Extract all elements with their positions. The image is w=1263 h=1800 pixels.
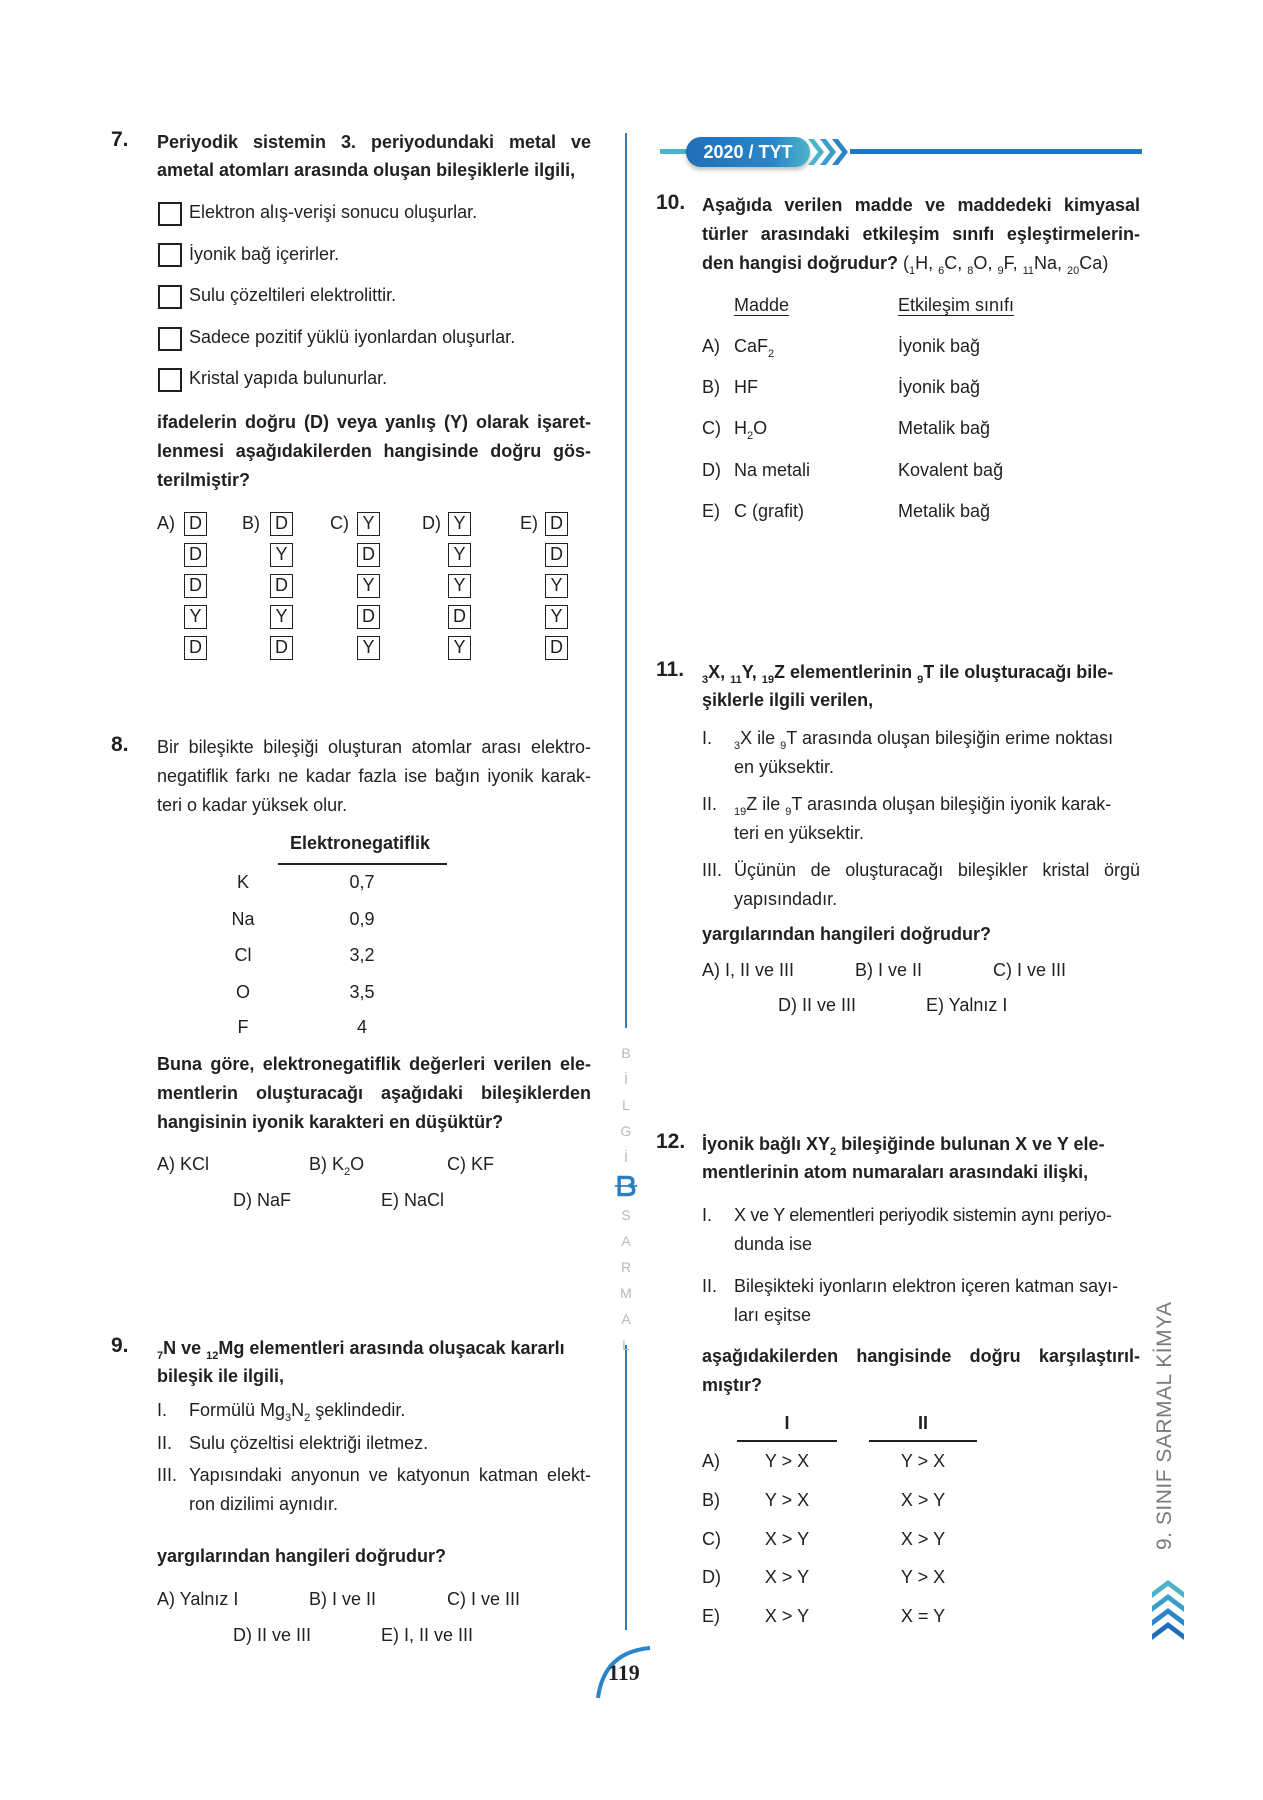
q11-option-c[interactable]: C) I ve III <box>993 960 1067 980</box>
q8-question-line3: hangisinin iyonik karakteri en düşüktür? <box>157 1112 504 1132</box>
q11-question: yargılarından hangileri doğrudur? <box>702 924 992 944</box>
q8-table-header: Elektronegatiflik <box>290 833 431 853</box>
q11-item-iii-line1: Üçünün de oluşturacağı bileşikler kristal örgü <box>734 860 1140 880</box>
q11-item-i-label: I. <box>702 728 713 748</box>
q9-item-i <box>189 1396 405 1424</box>
q10-row-class: Kovalent bağ <box>898 460 1004 480</box>
q10-stem-line3 <box>702 249 1108 277</box>
subscript: 11 <box>1022 265 1035 277</box>
spine-letter: L <box>622 1097 630 1113</box>
q11-stem-line2: şiklerle ilgili verilen, <box>702 690 874 710</box>
subscript: 12 <box>206 1350 219 1362</box>
q10-stem-line1: Aşağıda verilen madde ve maddedeki kimyasal <box>702 195 1140 215</box>
q8-question-line1: Buna göre, elektronegatiflik değerleri verilen ele- <box>157 1054 591 1074</box>
q7-option-b-box: D <box>270 636 293 660</box>
publisher-logo-icon <box>614 1170 638 1202</box>
q9-stem-text: Mg elementleri arasında oluşacak kararlı <box>218 1338 565 1358</box>
q8-row-element: Cl <box>234 945 252 965</box>
q10-row-label[interactable]: D) <box>702 460 721 480</box>
q12-row-i: Y > X <box>764 1490 810 1510</box>
subscript: 19 <box>761 674 775 686</box>
q11-item-ii-label: II. <box>702 794 718 814</box>
q11-stem-text: T ile oluşturacağı bile- <box>923 662 1114 682</box>
q9-option-b[interactable]: B) I ve II <box>309 1589 377 1609</box>
q12-item-i-line1: X ve Y elementleri periyodik sistemin aynı periyo- <box>734 1205 1112 1225</box>
q9-item-text: şeklindedir. <box>310 1400 406 1420</box>
element-symbol: O <box>973 253 988 273</box>
q11-option-a[interactable]: A) I, II ve III <box>702 960 795 980</box>
q7-statement-2: İyonik bağ içerirler. <box>189 244 340 264</box>
q12-col-i: I <box>784 1413 790 1433</box>
q7-option-e-box: Y <box>545 574 568 598</box>
q8-intro-line3: teri o kadar yüksek olur. <box>157 795 348 815</box>
q10-madde-text: O <box>753 418 768 438</box>
q12-col-i-rule <box>737 1440 837 1442</box>
q11-option-d[interactable]: D) II ve III <box>778 995 857 1015</box>
subscript: 20 <box>1067 265 1080 277</box>
q7-option-c-box: Y <box>357 512 380 536</box>
subscript: 11 <box>730 674 742 686</box>
q7-option-c-box: D <box>357 543 380 567</box>
q7-option-c-box: Y <box>357 574 380 598</box>
q9-item-iii-line1: Yapısındaki anyonun ve katyonun katman elekt- <box>189 1465 591 1485</box>
q9-option-c[interactable]: C) I ve III <box>447 1589 521 1609</box>
q11-item-ii-line1 <box>734 790 1111 818</box>
subscript: 2 <box>344 1166 351 1178</box>
q9-stem-line2: bileşik ile ilgili, <box>157 1366 285 1386</box>
q12-stem-line2: mentlerinin atom numaraları arasındaki ilişki, <box>702 1162 1089 1182</box>
q7-option-a-box: D <box>184 636 207 660</box>
q7-option-d-box: Y <box>448 636 471 660</box>
q7-statement-1: Elektron alış-verişi sonucu oluşurlar. <box>189 202 478 222</box>
q11-stem-text: X, <box>708 662 731 682</box>
q12-stem-line1 <box>702 1130 1105 1158</box>
subscript: 6 <box>938 265 945 277</box>
q11-item-iii-line2: yapısındadır. <box>734 889 838 909</box>
q7-option-d-box: Y <box>448 543 471 567</box>
q9-item-i-label: I. <box>157 1400 168 1420</box>
q8-question-line2: mentlerin oluşturacağı aşağıdaki bileşiklerden <box>157 1083 591 1103</box>
q10-row-label[interactable]: B) <box>702 377 720 397</box>
q8-intro-line2: negatiflik farkı ne kadar fazla ise bağın iyonik karak- <box>157 766 591 786</box>
q10-row-label[interactable]: C) <box>702 418 721 438</box>
q9-option-a[interactable]: A) Yalnız I <box>157 1589 239 1609</box>
subscript: 9 <box>785 806 792 818</box>
q8-row-value: 4 <box>356 1017 367 1037</box>
q12-row-i: X > Y <box>764 1567 810 1587</box>
q11-item-text: T arasında oluşan bileşiğin erime noktası <box>786 728 1114 748</box>
q12-row-label[interactable]: E) <box>702 1606 720 1626</box>
q8-option-b[interactable] <box>309 1150 364 1178</box>
q7-option-a-box: Y <box>184 605 207 629</box>
subscript: 3 <box>285 1412 292 1424</box>
q8-option-e[interactable]: E) NaCl <box>381 1190 445 1210</box>
q7-question-line3: terilmiştir? <box>157 470 251 490</box>
q9-question: yargılarından hangileri doğrudur? <box>157 1546 447 1566</box>
q10-row-class: Metalik bağ <box>898 418 991 438</box>
q7-option-d-label[interactable]: D) <box>422 513 441 533</box>
q9-number: 9. <box>111 1334 129 1357</box>
subscript: 2 <box>768 348 775 360</box>
q10-madde-text: CaF <box>734 336 769 356</box>
q10-col-etkilesim: Etkileşim sınıfı <box>898 295 1015 315</box>
element-symbol: Ca <box>1079 253 1103 273</box>
q12-col-ii-rule <box>869 1440 977 1442</box>
q7-statement-4: Sadece pozitif yüklü iyonlardan oluşurlar. <box>189 327 516 347</box>
q9-item-text: N <box>291 1400 305 1420</box>
q8-row-element: O <box>235 982 250 1002</box>
subscript: 8 <box>967 265 974 277</box>
q12-row-i: X > Y <box>764 1606 810 1626</box>
spine-branding <box>614 1040 638 1358</box>
q7-option-d-box: D <box>448 605 471 629</box>
q11-item-i-line1 <box>734 724 1113 752</box>
spine-letter: A <box>621 1311 631 1327</box>
q12-row-ii: X > Y <box>900 1490 946 1510</box>
q7-checkbox-4[interactable] <box>158 327 182 351</box>
q7-question-line1: ifadelerin doğru (D) veya yanlış (Y) olarak işaret- <box>157 412 591 432</box>
q8-option-d[interactable]: D) NaF <box>233 1190 291 1210</box>
subscript: 2 <box>747 430 754 442</box>
q12-row-ii: Y > X <box>900 1567 946 1587</box>
page-number-area <box>590 1640 670 1700</box>
q12-stem-text: bileşiğinde bulunan X ve Y ele- <box>836 1134 1105 1154</box>
q9-stem-text: N ve <box>163 1338 207 1358</box>
q11-item-text: Z ile <box>746 794 786 814</box>
q9-option-d[interactable]: D) II ve III <box>233 1625 312 1645</box>
q12-item-ii-line1: Bileşikteki iyonların elektron içeren katman sayı- <box>734 1276 1119 1296</box>
q9-item-ii: Sulu çözeltisi elektriği iletmez. <box>189 1433 429 1453</box>
q12-row-i: Y > X <box>764 1451 810 1471</box>
q10-row-class: İyonik bağ <box>898 377 981 397</box>
q11-stem-line1 <box>702 658 1113 686</box>
q8-intro-line1: Bir bileşikte bileşiği oluşturan atomlar arası elektro- <box>157 737 591 757</box>
q7-checkbox-2[interactable] <box>158 243 182 267</box>
q12-item-i-line2: dunda ise <box>734 1234 813 1254</box>
q8-option-a[interactable]: A) KCl <box>157 1154 210 1174</box>
subscript: 2 <box>304 1412 311 1424</box>
q11-item-i-line2: en yüksektir. <box>734 757 835 777</box>
q8-row-element: Na <box>231 909 255 929</box>
q10-madde-text: H <box>734 418 747 438</box>
subscript: 7 <box>157 1350 164 1362</box>
q7-stem-line2: ametal atomları arasında oluşan bileşiklerle ilgili, <box>157 160 576 180</box>
spine-letter: R <box>620 1259 632 1275</box>
q12-row-i: X > Y <box>764 1529 810 1549</box>
q9-item-ii-label: II. <box>157 1433 173 1453</box>
q7-option-e-box: D <box>545 512 568 536</box>
q12-row-label[interactable]: B) <box>702 1490 720 1510</box>
q7-option-e-label[interactable]: E) <box>520 513 538 533</box>
spine-letter: İ <box>624 1149 628 1165</box>
q7-option-a-box: D <box>184 574 207 598</box>
q10-row-madde <box>734 373 758 401</box>
q12-row-label[interactable]: A) <box>702 1451 720 1471</box>
q9-item-iii-label: III. <box>157 1465 178 1485</box>
q12-row-label[interactable]: D) <box>702 1567 721 1587</box>
subscript: 19 <box>734 806 747 818</box>
q7-option-d-box: Y <box>448 574 471 598</box>
q12-row-ii: X > Y <box>900 1529 946 1549</box>
q7-option-e-box: D <box>545 636 568 660</box>
element-symbol: C <box>944 253 958 273</box>
q10-row-class: İyonik bağ <box>898 336 981 356</box>
q7-statement-3: Sulu çözeltileri elektrolittir. <box>189 285 397 305</box>
subscript: 9 <box>997 265 1004 277</box>
subscript: 1 <box>909 265 916 277</box>
subscript: 3 <box>734 740 741 752</box>
q11-item-iii-label: III. <box>702 860 723 880</box>
q8-option-b-text: O <box>350 1154 365 1174</box>
q11-option-b[interactable]: B) I ve II <box>855 960 923 980</box>
q7-option-b-box: Y <box>270 543 293 567</box>
q11-option-e[interactable]: E) Yalnız I <box>926 995 1008 1015</box>
q7-option-d-box: Y <box>448 512 471 536</box>
q12-item-i-label: I. <box>702 1205 713 1225</box>
q10-row-madde: C (grafit) <box>734 501 805 521</box>
q11-stem-text: Z elementlerinin <box>774 662 918 682</box>
q9-option-e[interactable]: E) I, II ve III <box>381 1625 474 1645</box>
q10-col-madde: Madde <box>734 295 790 315</box>
q7-option-c-box: Y <box>357 636 380 660</box>
q9-item-text: Formülü Mg <box>189 1400 286 1420</box>
q8-number: 8. <box>111 733 129 756</box>
q7-checkbox-1[interactable] <box>158 202 182 226</box>
q10-row-madde <box>734 332 774 360</box>
q8-option-c[interactable]: C) KF <box>447 1154 494 1174</box>
q7-option-c-box: D <box>357 605 380 629</box>
q8-row-value: 3,5 <box>349 982 375 1002</box>
q10-madde-text: HF <box>734 377 758 397</box>
q7-option-a-box: D <box>184 512 207 536</box>
q7-option-b-box: D <box>270 574 293 598</box>
q7-stem-line1: Periyodik sistemin 3. periyodundaki metal ve <box>157 132 591 152</box>
element-symbol: Na <box>1034 253 1058 273</box>
page-number: 119 <box>608 1660 640 1685</box>
spine-letter: S <box>621 1207 631 1223</box>
chevrons-up-icon <box>1150 1578 1186 1646</box>
exam-badge-rule <box>850 149 1142 154</box>
q8-row-element: K <box>236 872 249 892</box>
q10-stem-line2: türler arasındaki etkileşim sınıfı eşleştirmelerin- <box>702 224 1140 244</box>
subscript: 9 <box>917 674 924 686</box>
q10-row-madde <box>734 414 767 442</box>
q7-option-a-box: D <box>184 543 207 567</box>
q12-col-ii: II <box>917 1413 928 1433</box>
spine-letter: B <box>621 1045 631 1061</box>
q7-checkbox-5[interactable] <box>158 368 182 392</box>
q10-row-label[interactable]: E) <box>702 501 720 521</box>
q11-number: 11. <box>656 658 685 681</box>
q12-stem-text: İyonik bağlı XY <box>702 1134 831 1154</box>
spine-letter: G <box>620 1123 632 1139</box>
q10-stem-text: den hangisi doğrudur? <box>702 253 898 273</box>
q7-checkbox-3[interactable] <box>158 285 182 309</box>
spine-letter: İ <box>624 1071 628 1087</box>
q11-item-text: T arasında oluşan bileşiğin iyonik karak- <box>791 794 1112 814</box>
q11-stem-text: Y, <box>741 662 762 682</box>
chevrons-right-icon <box>806 137 850 167</box>
q7-option-c-label[interactable]: C) <box>330 513 349 533</box>
q8-row-value: 0,9 <box>349 909 375 929</box>
q7-option-e-box: D <box>545 543 568 567</box>
q12-question-line2: mıştır? <box>702 1375 763 1395</box>
q11-item-ii-line2: teri en yüksektir. <box>734 823 865 843</box>
q12-item-ii-label: II. <box>702 1276 718 1296</box>
q10-atomic-numbers: ($_1H$, $_6$C, $_8$O, $_9$F, $_{11}$Na, $_{20}$Ca) <box>903 253 1109 277</box>
spine-letter: A <box>621 1233 631 1249</box>
q7-option-a-label[interactable]: A) <box>157 513 175 533</box>
q12-row-ii: X = Y <box>900 1606 946 1626</box>
q10-row-class: Metalik bağ <box>898 501 991 521</box>
q10-number: 10. <box>656 191 686 214</box>
q9-stem-line1 <box>157 1334 565 1362</box>
column-divider-top <box>625 133 627 1028</box>
q7-number: 7. <box>111 128 129 151</box>
q7-option-b-label[interactable]: B) <box>242 513 260 533</box>
spine-letter: M <box>620 1285 632 1301</box>
element-symbol: F <box>1003 253 1013 273</box>
q12-row-label[interactable]: C) <box>702 1529 721 1549</box>
q7-option-b-box: D <box>270 512 293 536</box>
q12-item-ii-line2: ları eşitse <box>734 1305 812 1325</box>
q7-option-b-box: Y <box>270 605 293 629</box>
side-title: 9. SINIF SARMAL KİMYA <box>1153 1301 1176 1550</box>
q8-option-b-text: B) K <box>309 1154 345 1174</box>
q10-row-madde: Na metali <box>734 460 811 480</box>
q7-statement-5: Kristal yapıda bulunurlar. <box>189 368 388 388</box>
subscript: 9 <box>780 740 787 752</box>
q12-number: 12. <box>656 1130 686 1153</box>
q12-row-ii: Y > X <box>900 1451 946 1471</box>
q8-row-value: 0,7 <box>349 872 375 892</box>
q10-row-label[interactable]: A) <box>702 336 720 356</box>
q8-row-value: 3,2 <box>349 945 375 965</box>
q11-item-text: X ile <box>740 728 781 748</box>
exam-badge: 2020 / TYT <box>686 137 810 167</box>
q8-table-rule <box>278 863 447 865</box>
subscript: 3 <box>702 674 709 686</box>
q8-row-element: F <box>237 1017 249 1037</box>
subscript: 2 <box>830 1146 837 1158</box>
element-symbol: H <box>915 253 929 273</box>
q12-question-line1: aşağıdakilerden hangisinde doğru karşılaştırıl- <box>702 1346 1140 1366</box>
column-divider-bottom <box>625 1345 627 1630</box>
q7-question-line2: lenmesi aşağıdakilerden hangisinde doğru gös- <box>157 441 591 461</box>
q7-option-e-box: Y <box>545 605 568 629</box>
q9-item-iii-line2: ron dizilimi aynıdır. <box>189 1494 339 1514</box>
spine-letter: L <box>622 1337 630 1353</box>
